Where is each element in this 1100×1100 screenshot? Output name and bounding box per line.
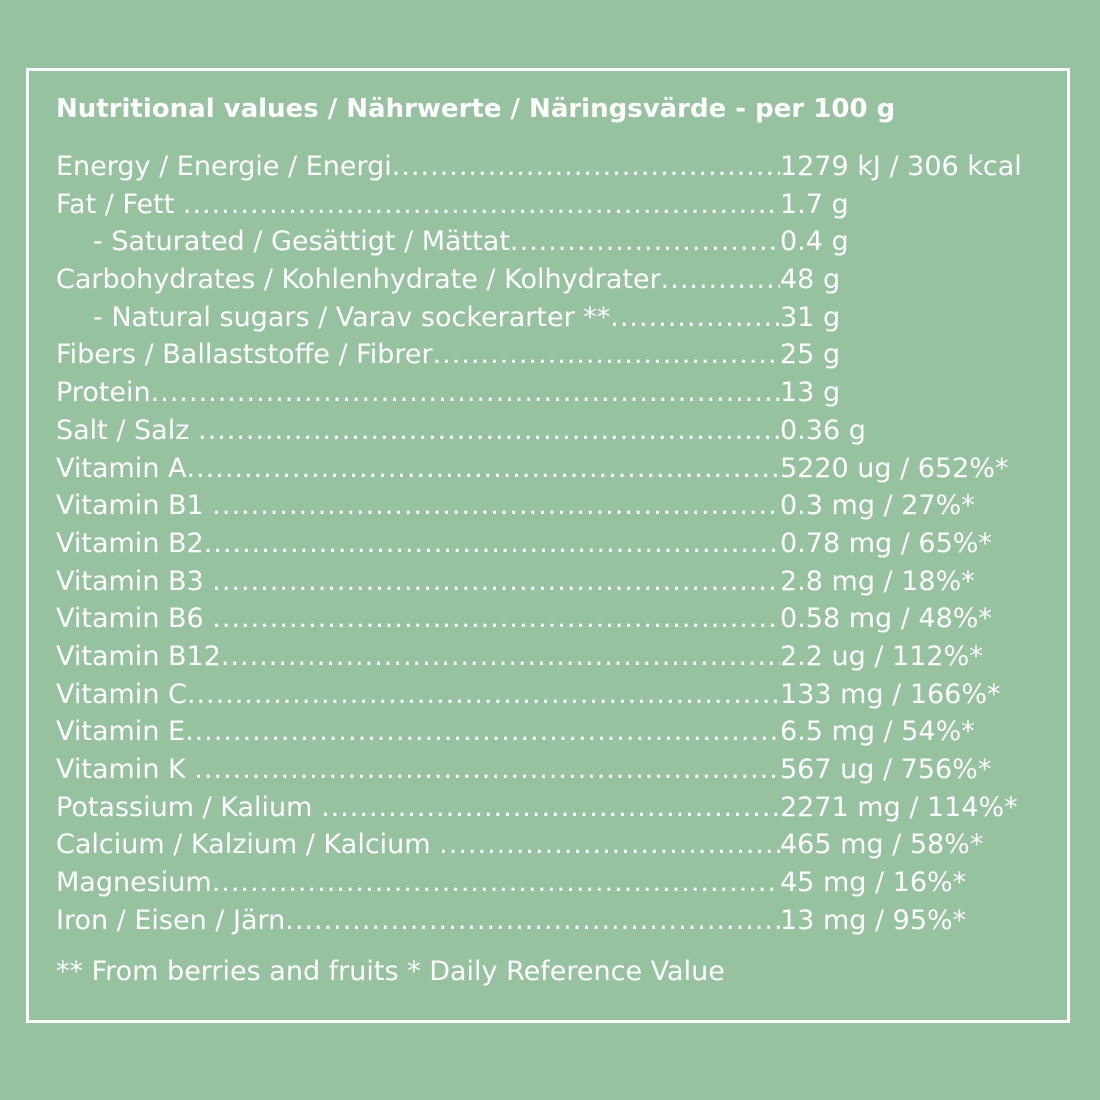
footnote: ** From berries and fruits * Daily Reference Value [56, 956, 725, 987]
nutrient-row-vitamin-c [56, 676, 1056, 714]
nutrient-value: 5220 ug / 652%* [780, 452, 1009, 484]
nutrient-row-vitamin-b12 [56, 638, 1056, 676]
nutrient-value: 2.2 ug / 112%* [780, 640, 983, 672]
nutrient-value: 48 g [780, 264, 841, 296]
nutrient-label: Vitamin B2 ..... [56, 525, 780, 563]
nutrient-label: Vitamin B1 ..... [56, 487, 780, 525]
nutrient-label: Protein ..... [56, 374, 780, 412]
nutrient-row-vitamin-b1 [56, 487, 1056, 525]
nutrient-value: 567 ug / 756%* [780, 754, 992, 785]
nutrient-row-protein [56, 374, 1056, 412]
nutrient-label: Iron / Eisen / Järn ..... [56, 902, 780, 940]
nutrient-label: Fat / Fett ..... [56, 186, 780, 224]
nutrient-label: Vitamin K ..... [56, 751, 780, 789]
nutrient-value: 1279 kJ / 306 kcal [780, 151, 1022, 182]
nutrient-value: 13 mg / 95%* [780, 904, 967, 936]
nutrient-value: 6.5 mg / 54%* [780, 716, 975, 748]
nutrient-row-vitamin-k [56, 751, 1056, 789]
nutrient-row-vitamin-b2 [56, 525, 1056, 563]
nutrition-table [56, 148, 1056, 939]
nutrient-row-potassium [56, 789, 1056, 827]
nutrient-value: 0.78 mg / 65%* [780, 527, 992, 559]
nutrient-label: Carbohydrates / Kohlenhydrate / Kolhydrater ..... [56, 261, 780, 299]
nutrient-label: Salt / Salz ..... [56, 412, 780, 450]
nutrient-value: 465 mg / 58%* [780, 829, 984, 861]
nutrient-label: Vitamin B6 ..... [56, 600, 780, 638]
nutrient-value: 31 g [780, 301, 841, 333]
nutrient-label: Vitamin C ..... [56, 676, 780, 714]
nutrient-label: - Natural sugars / Varav sockerarter ** ..... [93, 299, 780, 337]
nutrient-value: 25 g [780, 339, 841, 371]
nutrient-label: Fibers / Ballaststoffe / Fibrer ..... [56, 336, 780, 374]
nutrient-row-calcium [56, 826, 1056, 864]
nutrient-label: Vitamin A ..... [56, 450, 780, 488]
nutrient-value: 133 mg / 166%* [780, 678, 1001, 710]
nutrient-label: Vitamin B12 ..... [56, 638, 780, 676]
nutrient-label: Magnesium ..... [56, 864, 780, 902]
nutrient-label: - Saturated / Gesättigt / Mättat ..... [93, 223, 780, 261]
nutrient-row-vitamin-a [56, 450, 1056, 488]
nutrient-label: Calcium / Kalzium / Kalcium ..... [56, 826, 780, 864]
nutrient-value: 2.8 mg / 18%* [780, 565, 975, 597]
nutrition-title: Nutritional values / Nährwerte / Näringsvärde - per 100 g [56, 94, 896, 124]
nutrient-row-fat [56, 186, 1056, 224]
nutrient-value: 2271 mg / 114%* [780, 791, 1018, 823]
nutrient-row-magnesium [56, 864, 1056, 902]
nutrient-value: 1.7 g [780, 188, 849, 220]
nutrient-row-vitamin-b6 [56, 600, 1056, 638]
nutrient-row-carbohydrates [56, 261, 1056, 299]
nutrient-label: Vitamin E ..... [56, 713, 780, 751]
nutrient-row-salt [56, 412, 1056, 450]
nutrient-label: Potassium / Kalium ..... [56, 789, 780, 827]
nutrient-row-fibers [56, 336, 1056, 374]
nutrient-row-vitamin-b3 [56, 563, 1056, 601]
nutrient-row-saturated [56, 223, 1056, 261]
nutrient-value: 0.36 g [780, 414, 866, 446]
nutrient-value: 45 mg / 16%* [780, 867, 967, 899]
nutrient-value: 13 g [780, 377, 841, 409]
nutrient-label: Energy / Energie / Energi ..... [56, 148, 780, 186]
nutrient-row-vitamin-e [56, 713, 1056, 751]
nutrient-value: 0.4 g [780, 226, 849, 258]
nutrient-row-iron [56, 902, 1056, 940]
nutrient-value: 0.3 mg / 27%* [780, 490, 975, 522]
nutrient-value: 0.58 mg / 48%* [780, 603, 992, 635]
nutrient-row-energy [56, 148, 1056, 186]
nutrient-label: Vitamin B3 ..... [56, 563, 780, 601]
nutrient-row-sugars [56, 299, 1056, 337]
